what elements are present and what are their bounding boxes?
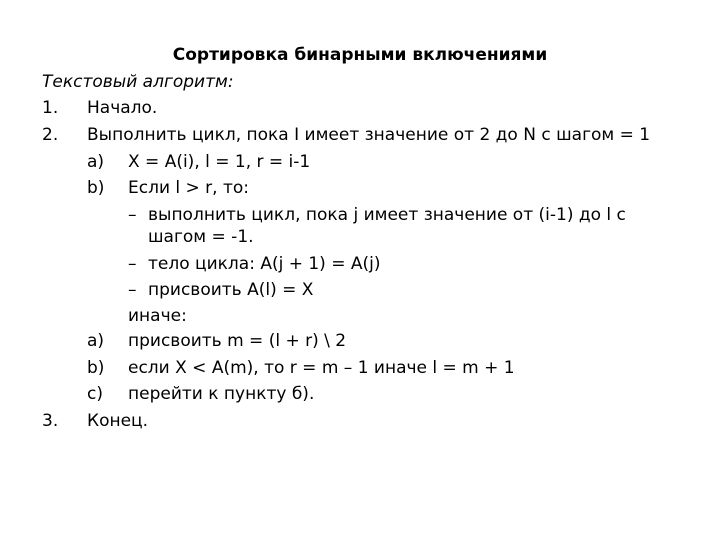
step-text: Начало. [87,98,158,118]
slide-subtitle: Текстовый алгоритм: [42,72,234,92]
step-number: 3. [42,411,59,431]
else-label: иначе: [128,306,187,326]
sub-text: перейти к пункту б). [128,384,315,404]
dash-bullet: – [128,280,137,300]
slide-title: Сортировка бинарными включениями [172,45,548,65]
sub-number: a) [87,331,105,351]
step-text: Конец. [87,411,149,431]
dash-text: присвоить A(l) = X [148,280,314,300]
dash-text: шагом = -1. [148,227,254,247]
dash-text: тело цикла: A(j + 1) = A(j) [148,254,381,274]
sub-text: если X < A(m), то r = m – 1 иначе l = m + 1 [128,358,515,378]
dash-text: выполнить цикл, пока j имеет значение от (i-1) до l с [148,205,626,225]
step-text: Выполнить цикл, пока I имеет значение от 2 до N с шагом = 1 [87,125,651,145]
sub-text: Если l > r, то: [128,178,250,198]
sub-number: b) [87,358,105,378]
step-number: 1. [42,98,59,118]
sub-number: a) [87,152,105,172]
dash-bullet: – [128,205,137,225]
dash-bullet: – [128,254,137,274]
sub-text: X = A(i), l = 1, r = i-1 [128,152,311,172]
sub-number: c) [87,384,103,404]
step-number: 2. [42,125,59,145]
sub-number: b) [87,178,105,198]
sub-text: присвоить m = (l + r) \ 2 [128,331,347,351]
